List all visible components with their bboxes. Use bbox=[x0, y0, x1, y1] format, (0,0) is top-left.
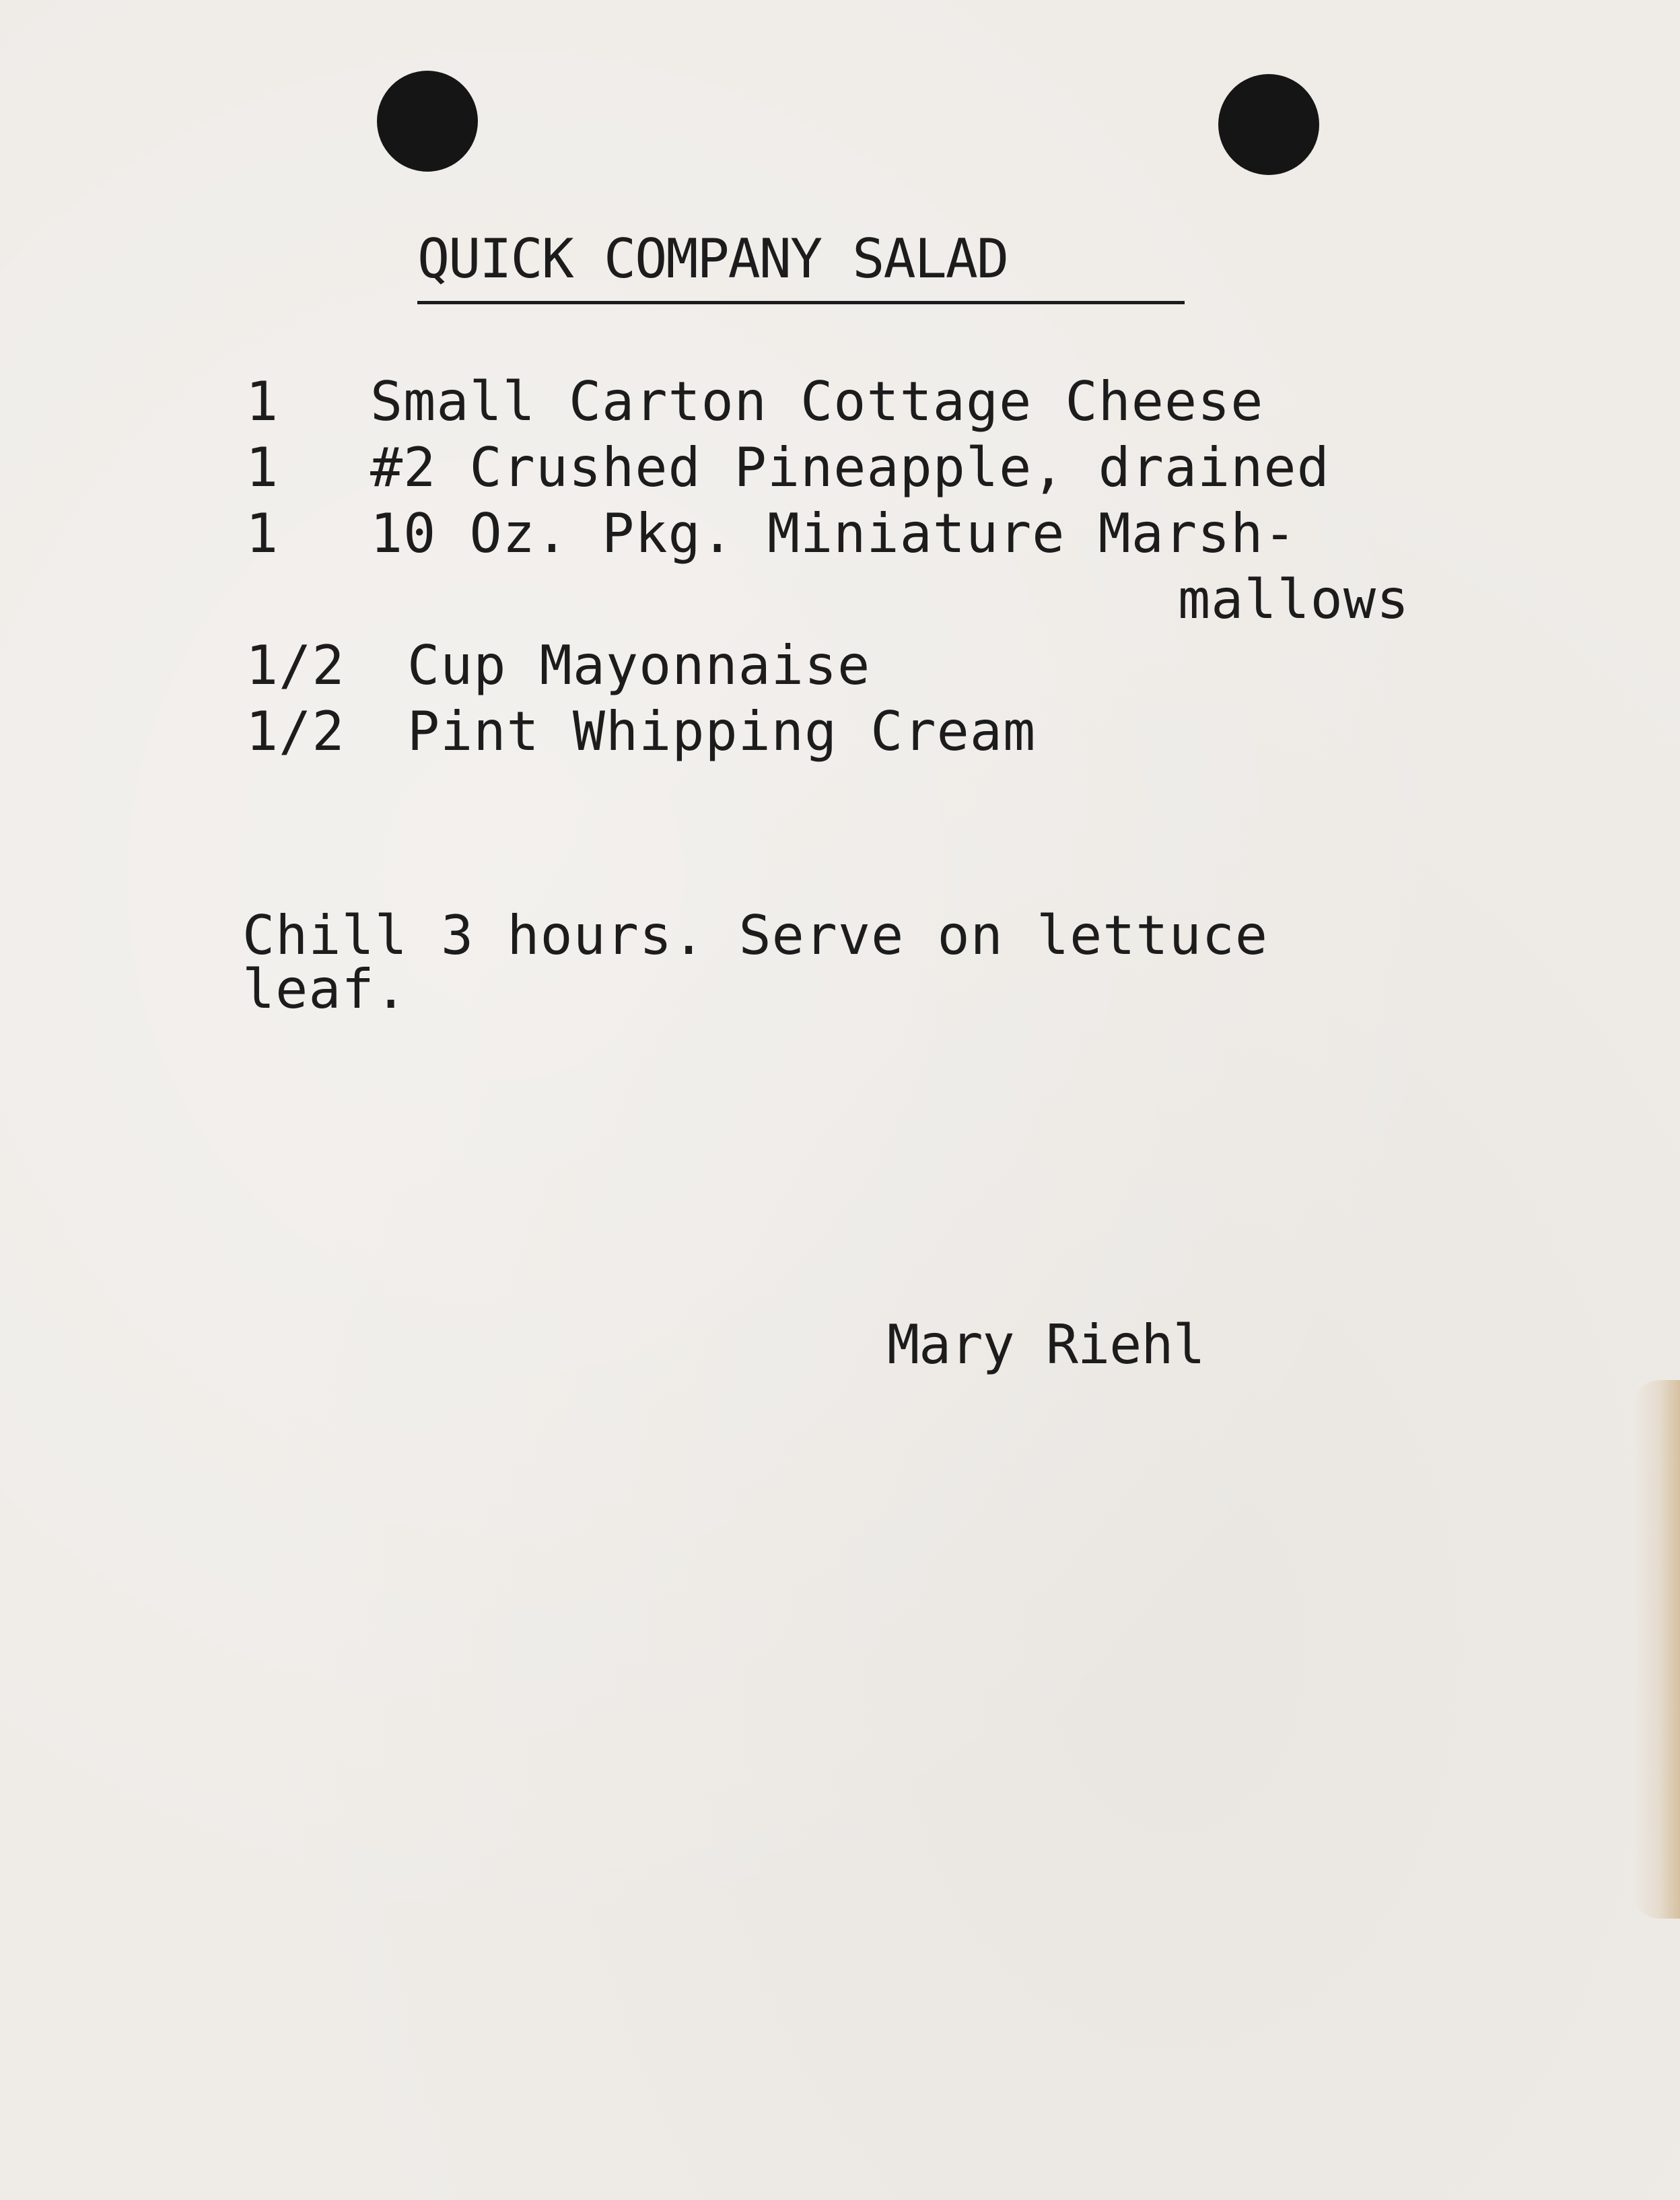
author-name: Mary Riehl bbox=[887, 1313, 1205, 1376]
ingredient-name: #2 Crushed Pineapple, drained bbox=[370, 436, 1330, 499]
title-underline bbox=[417, 301, 1185, 304]
ingredient-name-continued: mallows bbox=[1178, 568, 1410, 631]
ingredient-qty: 1 bbox=[246, 502, 279, 565]
age-stain bbox=[1633, 1380, 1680, 1919]
ingredient-item bbox=[246, 501, 1409, 633]
ingredient-item bbox=[246, 369, 1409, 435]
ingredient-qty: 1 bbox=[246, 436, 279, 499]
instructions-line: Chill 3 hours. Serve on lettuce bbox=[242, 904, 1269, 967]
instructions bbox=[242, 904, 1269, 1021]
ingredient-name: Small Carton Cottage Cheese bbox=[370, 370, 1264, 433]
ingredient-item bbox=[246, 699, 1409, 765]
ingredient-item bbox=[246, 633, 1409, 699]
ingredient-list bbox=[246, 369, 1409, 765]
ingredient-name: 10 Oz. Pkg. Miniature Marsh- bbox=[370, 502, 1297, 565]
ingredient-name: Pint Whipping Cream bbox=[407, 700, 1037, 763]
ingredient-qty: 1/2 bbox=[246, 634, 345, 697]
recipe-title: QUICK COMPANY SALAD bbox=[417, 228, 1008, 290]
ingredient-qty: 1 bbox=[246, 370, 279, 433]
punch-hole-right bbox=[1218, 74, 1319, 175]
punch-hole-left bbox=[377, 71, 478, 172]
instructions-line: leaf. bbox=[242, 958, 408, 1021]
ingredient-qty: 1/2 bbox=[246, 700, 345, 763]
ingredient-item bbox=[246, 435, 1409, 501]
ingredient-name: Cup Mayonnaise bbox=[407, 634, 871, 697]
